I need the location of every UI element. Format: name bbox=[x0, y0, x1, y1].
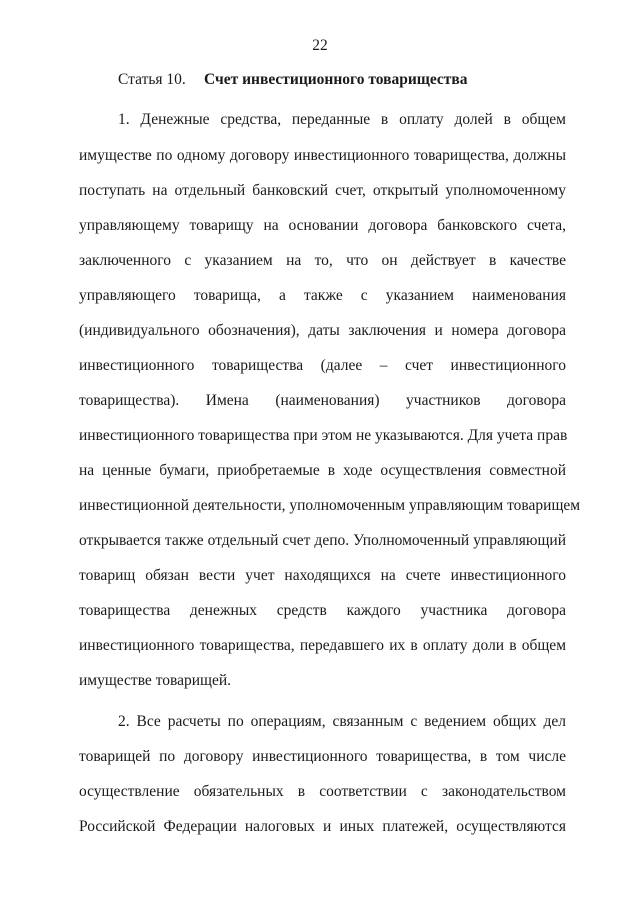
article-label: Статья 10. bbox=[118, 71, 186, 88]
paragraph-1-line: управляющему товарищу на основании договора банковского счета, bbox=[79, 217, 566, 234]
paragraph-1-line: товарищества). Имена (наименования) участников договора bbox=[79, 392, 566, 409]
paragraph-1-line: инвестиционной деятельности, уполномоченным управляющим товарищем bbox=[79, 497, 581, 514]
paragraph-1-line: 1. Денежные средства, переданные в оплату долей в общем bbox=[118, 111, 566, 128]
paragraph-1-line: на ценные бумаги, приобретаемые в ходе осуществления совместной bbox=[79, 462, 566, 479]
paragraph-1-line: заключенного с указанием на то, что он действует в качестве bbox=[79, 252, 566, 269]
paragraph-1-line: товарищ обязан вести учет находящихся на счете инвестиционного bbox=[79, 567, 566, 584]
paragraph-1-line: поступать на отдельный банковский счет, открытый уполномоченному bbox=[79, 182, 566, 199]
paragraph-2-line: Российской Федерации налоговых и иных платежей, осуществляются bbox=[79, 818, 566, 835]
paragraph-1-line: товарищества денежных средств каждого участника договора bbox=[79, 602, 566, 619]
paragraph-2-line: осуществление обязательных в соответствии с законодательством bbox=[79, 783, 566, 800]
paragraph-1-line: управляющего товарища, а также с указанием наименования bbox=[79, 287, 566, 304]
paragraph-1-line: инвестиционного товарищества при этом не указываются. Для учета прав bbox=[79, 427, 568, 444]
paragraph-1-line: инвестиционного товарищества (далее – счет инвестиционного bbox=[79, 357, 566, 374]
article-heading bbox=[118, 70, 468, 90]
paragraph-1-line: имуществе по одному договору инвестиционного товарищества, должны bbox=[79, 147, 566, 164]
paragraph-1-line: открывается также отдельный счет депо. Уполномоченный управляющий bbox=[79, 532, 566, 549]
paragraph-1-line: имуществе товарищей. bbox=[79, 672, 232, 689]
paragraph-1-line: (индивидуального обозначения), даты заключения и номера договора bbox=[79, 322, 566, 339]
article-title: Счет инвестиционного товарищества bbox=[204, 71, 468, 88]
paragraph-2-line: товарищей по договору инвестиционного товарищества, в том числе bbox=[79, 748, 566, 765]
paragraph-2-line: 2. Все расчеты по операциям, связанным с ведением общих дел bbox=[118, 713, 566, 730]
page-number: 22 bbox=[312, 37, 328, 54]
paragraph-1-line: инвестиционного товарищества, передавшего их в оплату доли в общем bbox=[79, 637, 566, 654]
